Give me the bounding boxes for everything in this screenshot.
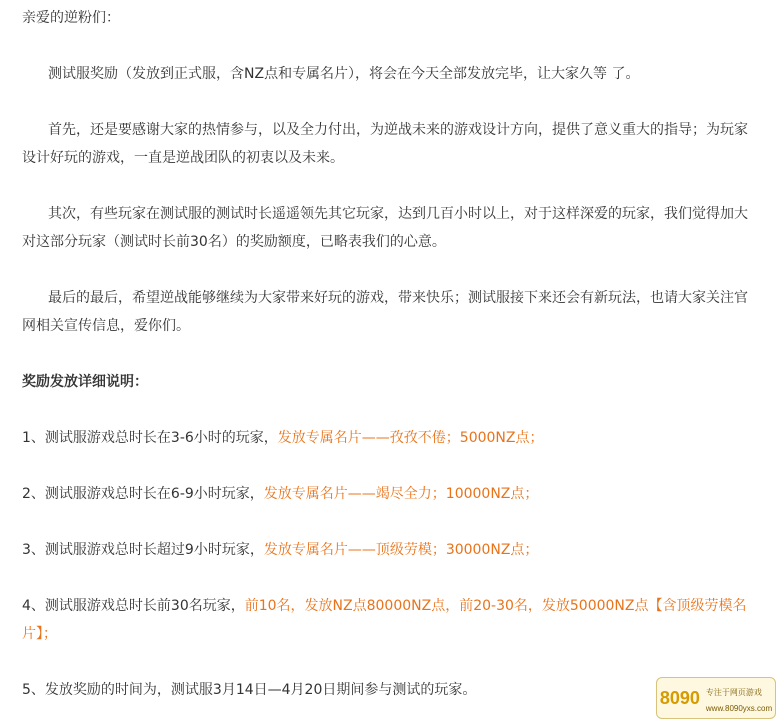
rule-3-text: 3、测试服游戏总时长超过9小时玩家， xyxy=(22,542,264,558)
rule-item-1 xyxy=(22,424,543,452)
paragraph-closing-line2: 网相关宣传信息，爱你们。 xyxy=(22,318,190,334)
rule-item-2 xyxy=(22,480,538,508)
watermark-tagline: 专注于网页游戏 xyxy=(705,688,762,697)
rule-item-4-continued: 片】； xyxy=(22,626,57,642)
rule-3-reward: 发放专属名片——顶级劳模；30000NZ点； xyxy=(263,542,539,558)
paragraph-top-players-line1: 其次，有些玩家在测试服的测试时长遥遥领先其它玩家，达到几百小时以上，对于这样深爱的玩家，我们觉得加大 xyxy=(48,206,748,222)
rule-1-reward: 发放专属名片——孜孜不倦；5000NZ点； xyxy=(277,430,544,446)
rule-1-text: 1、测试服游戏总时长在3-6小时的玩家， xyxy=(22,430,278,446)
rule-2-reward: 发放专属名片——竭尽全力；10000NZ点； xyxy=(263,486,539,502)
greeting: 亲爱的逆粉们： xyxy=(22,10,120,26)
section-title: 奖励发放详细说明： xyxy=(22,374,148,390)
watermark-logo: 8090 xyxy=(659,687,700,708)
rule-item-4 xyxy=(22,592,747,620)
watermark-url: www.8090yxs.com xyxy=(705,704,773,713)
rule-4-reward: 前10名，发放NZ点80000NZ点，前20-30名，发放50000NZ点【含顶级劳模名 xyxy=(244,598,747,614)
paragraph-thanks-line2: 设计好玩的游戏，一直是逆战团队的初衷以及未来。 xyxy=(22,150,344,166)
rule-item-5: 5、发放奖励的时间为，测试服3月14日—4月20日期间参与测试的玩家。 xyxy=(22,682,477,698)
rule-item-3 xyxy=(22,536,538,564)
paragraph-closing-line1: 最后的最后，希望逆战能够继续为大家带来好玩的游戏，带来快乐；测试服接下来还会有新玩法，也请大家关注官 xyxy=(48,290,748,306)
rule-2-text: 2、测试服游戏总时长在6-9小时玩家， xyxy=(22,486,264,502)
rule-4-text: 4、测试服游戏总时长前30名玩家， xyxy=(22,598,245,614)
paragraph-reward-notice: 测试服奖励（发放到正式服，含NZ点和专属名片），将会在今天全部发放完毕，让大家久等 了。 xyxy=(48,66,640,82)
site-watermark xyxy=(656,677,776,719)
watermark-text xyxy=(706,682,772,714)
paragraph-top-players-line2: 对这部分玩家（测试时长前30名）的奖励额度，已略表我们的心意。 xyxy=(22,234,446,250)
paragraph-thanks-line1: 首先，还是要感谢大家的热情参与，以及全力付出，为逆战未来的游戏设计方向，提供了意义重大的指导；为玩家 xyxy=(48,122,748,138)
